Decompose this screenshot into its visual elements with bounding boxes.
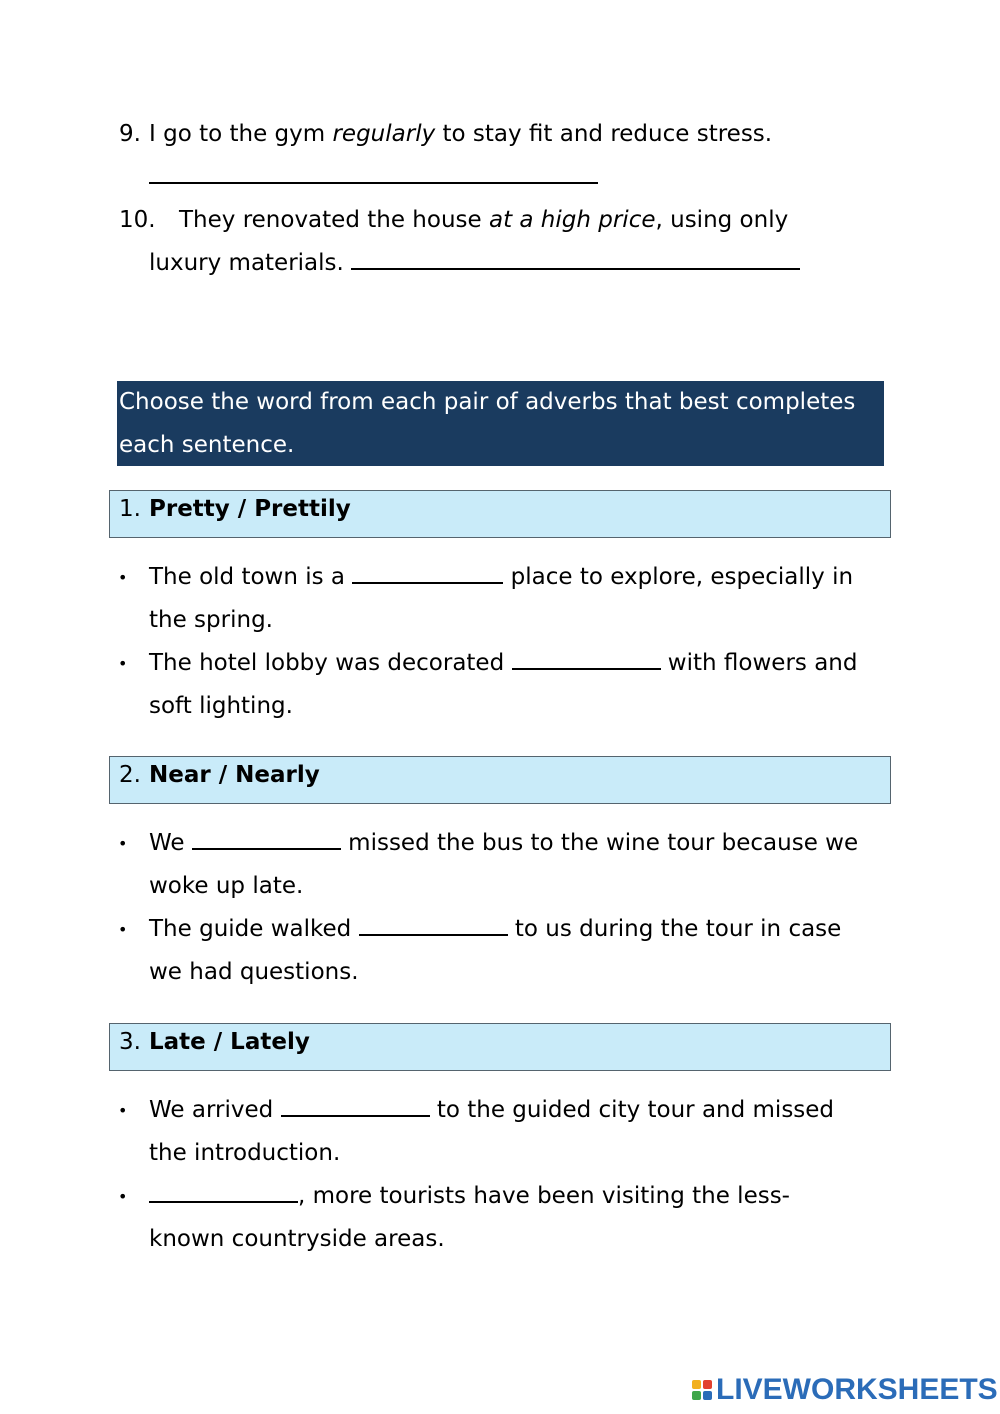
question-9-text: I go to the gym regularly to stay fit and reduce stress. [149, 121, 773, 147]
pair-title: Near / Nearly [149, 762, 320, 788]
sentence-1b-line2: soft lighting. [149, 693, 293, 719]
answer-blank[interactable] [512, 646, 661, 670]
bullet-icon: • [118, 920, 128, 939]
pair-number: 2. [119, 762, 141, 788]
pair-header-1 [109, 490, 891, 538]
sentence-3b-line2: known countryside areas. [149, 1226, 445, 1252]
pair-header-3 [109, 1023, 891, 1071]
answer-blank-10[interactable] [351, 246, 800, 270]
sentence-1a-line2: the spring. [149, 607, 273, 633]
bullet-icon: • [118, 834, 128, 853]
instruction-banner [117, 381, 884, 466]
question-10-text: They renovated the house at a high price, using only [179, 207, 789, 233]
sentence-1b: The hotel lobby was decorated with flowers and [149, 642, 857, 685]
sentence-2b: The guide walked to us during the tour in case [149, 908, 841, 951]
liveworksheets-logo [692, 1372, 998, 1408]
sentence-2b-line2: we had questions. [149, 959, 359, 985]
answer-blank[interactable] [352, 560, 503, 584]
sentence-3a: We arrived to the guided city tour and missed [149, 1089, 834, 1132]
answer-blank[interactable] [192, 826, 341, 850]
sentence-2a-line2: woke up late. [149, 873, 304, 899]
answer-blank-9[interactable] [149, 156, 598, 199]
pair-title: Pretty / Prettily [149, 496, 351, 522]
item-number: 10. [119, 207, 156, 233]
pair-title: Late / Lately [149, 1029, 310, 1055]
bullet-icon: • [118, 568, 128, 587]
answer-blank[interactable] [281, 1093, 430, 1117]
sentence-1a: The old town is a place to explore, especially in [149, 556, 853, 599]
answer-blank[interactable] [359, 912, 508, 936]
item-number: 9. [119, 121, 141, 147]
bullet-icon: • [118, 1187, 128, 1206]
answer-blank[interactable] [149, 1179, 298, 1203]
bullet-icon: • [118, 654, 128, 673]
instruction-line-2: each sentence. [119, 432, 295, 458]
logo-mark-icon [692, 1380, 712, 1400]
pair-header-2 [109, 756, 891, 804]
sentence-2a: We missed the bus to the wine tour because we [149, 822, 858, 865]
pair-number: 3. [119, 1029, 141, 1055]
instruction-line-1: Choose the word from each pair of adverbs that best completes [119, 389, 856, 415]
question-10-line2: luxury materials. [149, 242, 800, 285]
logo-text: LIVEWORKSHEETS [716, 1373, 998, 1406]
sentence-3b: , more tourists have been visiting the less- [149, 1175, 790, 1218]
sentence-3a-line2: the introduction. [149, 1140, 341, 1166]
bullet-icon: • [118, 1101, 128, 1120]
pair-number: 1. [119, 496, 141, 522]
